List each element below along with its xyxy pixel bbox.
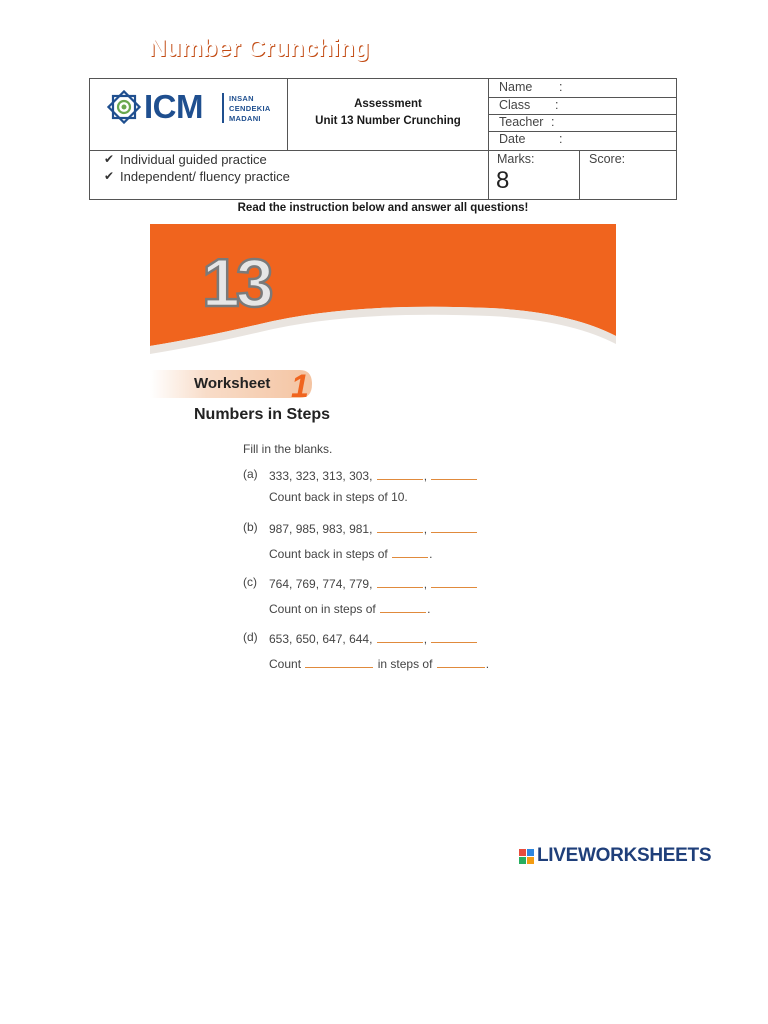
question-b-desc-text: Count back in steps of bbox=[269, 547, 388, 561]
question-d-sequence: 653, 650, 647, 644, , bbox=[269, 630, 478, 646]
liveworksheets-brand: LIVEWORKSHEETS bbox=[537, 845, 712, 866]
check-icon: ✔ bbox=[104, 169, 115, 183]
answer-blank[interactable] bbox=[431, 575, 477, 588]
question-a-letter: (a) bbox=[243, 467, 258, 481]
question-c-numbers: 764, 769, 774, 779, bbox=[269, 577, 373, 591]
logo-divider bbox=[222, 93, 224, 123]
class-row[interactable] bbox=[489, 98, 676, 115]
date-label: Date bbox=[499, 132, 526, 146]
unit-number: 13 bbox=[202, 245, 270, 321]
question-c-sequence: 764, 769, 774, 779, , bbox=[269, 575, 478, 591]
answer-blank[interactable] bbox=[431, 630, 477, 643]
answer-blank[interactable] bbox=[431, 467, 477, 480]
question-d-description bbox=[269, 655, 489, 671]
question-b-description bbox=[269, 545, 432, 561]
question-d-letter: (d) bbox=[243, 630, 258, 644]
question-c-desc-text: Count on in steps of bbox=[269, 602, 376, 616]
answer-blank[interactable] bbox=[377, 520, 423, 533]
worksheet-label: Worksheet bbox=[194, 375, 271, 392]
unit-banner bbox=[150, 224, 616, 354]
teacher-row[interactable] bbox=[489, 115, 676, 132]
logo-brand: ICM bbox=[144, 88, 203, 125]
question-d-desc-mid: in steps of bbox=[377, 657, 433, 671]
name-row[interactable] bbox=[489, 79, 676, 98]
question-d-desc-suffix: . bbox=[485, 657, 490, 671]
answer-blank[interactable] bbox=[305, 655, 373, 668]
practice-label-1: Individual guided practice bbox=[120, 152, 267, 167]
school-emblem-icon bbox=[107, 90, 141, 124]
marks-value: 8 bbox=[496, 167, 510, 194]
question-a-description bbox=[269, 490, 408, 504]
assessment-title: Assessment bbox=[354, 98, 422, 110]
header-table bbox=[89, 78, 677, 200]
marks-cell bbox=[489, 151, 580, 199]
question-c-description bbox=[269, 600, 430, 616]
question-c-desc-suffix: . bbox=[427, 602, 431, 616]
logo-sub-line-3: MADANI bbox=[229, 114, 261, 123]
marks-label: Marks: bbox=[497, 152, 535, 166]
question-a-numbers: 333, 323, 313, 303, bbox=[269, 469, 373, 483]
answer-blank[interactable] bbox=[431, 520, 477, 533]
worksheet-number: 1 bbox=[291, 368, 309, 402]
check-icon: ✔ bbox=[104, 152, 115, 166]
question-d-desc-text: Count bbox=[269, 657, 302, 671]
practice-item-2 bbox=[104, 169, 290, 184]
question-b-letter: (b) bbox=[243, 520, 258, 534]
worksheet-heading: Numbers in Steps bbox=[194, 406, 331, 423]
score-cell[interactable] bbox=[580, 151, 676, 199]
unit-title: Unit 13 Number Crunching bbox=[315, 115, 461, 127]
logo-cell bbox=[90, 79, 288, 151]
practice-label-2: Independent/ fluency practice bbox=[120, 169, 290, 184]
question-b-desc-suffix: . bbox=[429, 547, 433, 561]
answer-blank[interactable] bbox=[380, 600, 426, 613]
question-c-letter: (c) bbox=[243, 575, 257, 589]
liveworksheets-logo-icon bbox=[519, 849, 535, 864]
date-row[interactable] bbox=[489, 132, 676, 150]
practice-item-1 bbox=[104, 152, 267, 167]
question-a-desc-text: Count back in steps of 10. bbox=[269, 490, 408, 504]
class-label: Class bbox=[499, 98, 531, 112]
unit-banner-title: Number Crunching bbox=[149, 35, 370, 62]
question-b-sequence: 987, 985, 983, 981, , bbox=[269, 520, 478, 536]
name-label: Name bbox=[499, 80, 533, 94]
question-b-numbers: 987, 985, 983, 981, bbox=[269, 522, 373, 536]
score-label: Score: bbox=[589, 152, 626, 166]
teacher-colon: : bbox=[551, 115, 555, 129]
practice-cell bbox=[90, 151, 489, 199]
instruction-text: Read the instruction below and answer all questions! bbox=[237, 202, 529, 214]
question-d-numbers: 653, 650, 647, 644, bbox=[269, 632, 373, 646]
title-cell bbox=[288, 79, 489, 151]
teacher-label: Teacher bbox=[499, 115, 544, 129]
class-colon: : bbox=[555, 98, 559, 112]
question-a-sequence: 333, 323, 313, 303, , bbox=[269, 467, 478, 483]
answer-blank[interactable] bbox=[377, 467, 423, 480]
answer-blank[interactable] bbox=[437, 655, 485, 668]
student-info-cell bbox=[489, 79, 676, 151]
logo-sub-line-2: CENDEKIA bbox=[229, 104, 271, 113]
date-colon: : bbox=[559, 132, 563, 146]
answer-blank[interactable] bbox=[377, 575, 423, 588]
logo-sub-line-1: INSAN bbox=[229, 94, 254, 103]
name-colon: : bbox=[559, 80, 563, 94]
answer-blank[interactable] bbox=[392, 545, 428, 558]
directions-text: Fill in the blanks. bbox=[243, 442, 333, 456]
answer-blank[interactable] bbox=[377, 630, 423, 643]
